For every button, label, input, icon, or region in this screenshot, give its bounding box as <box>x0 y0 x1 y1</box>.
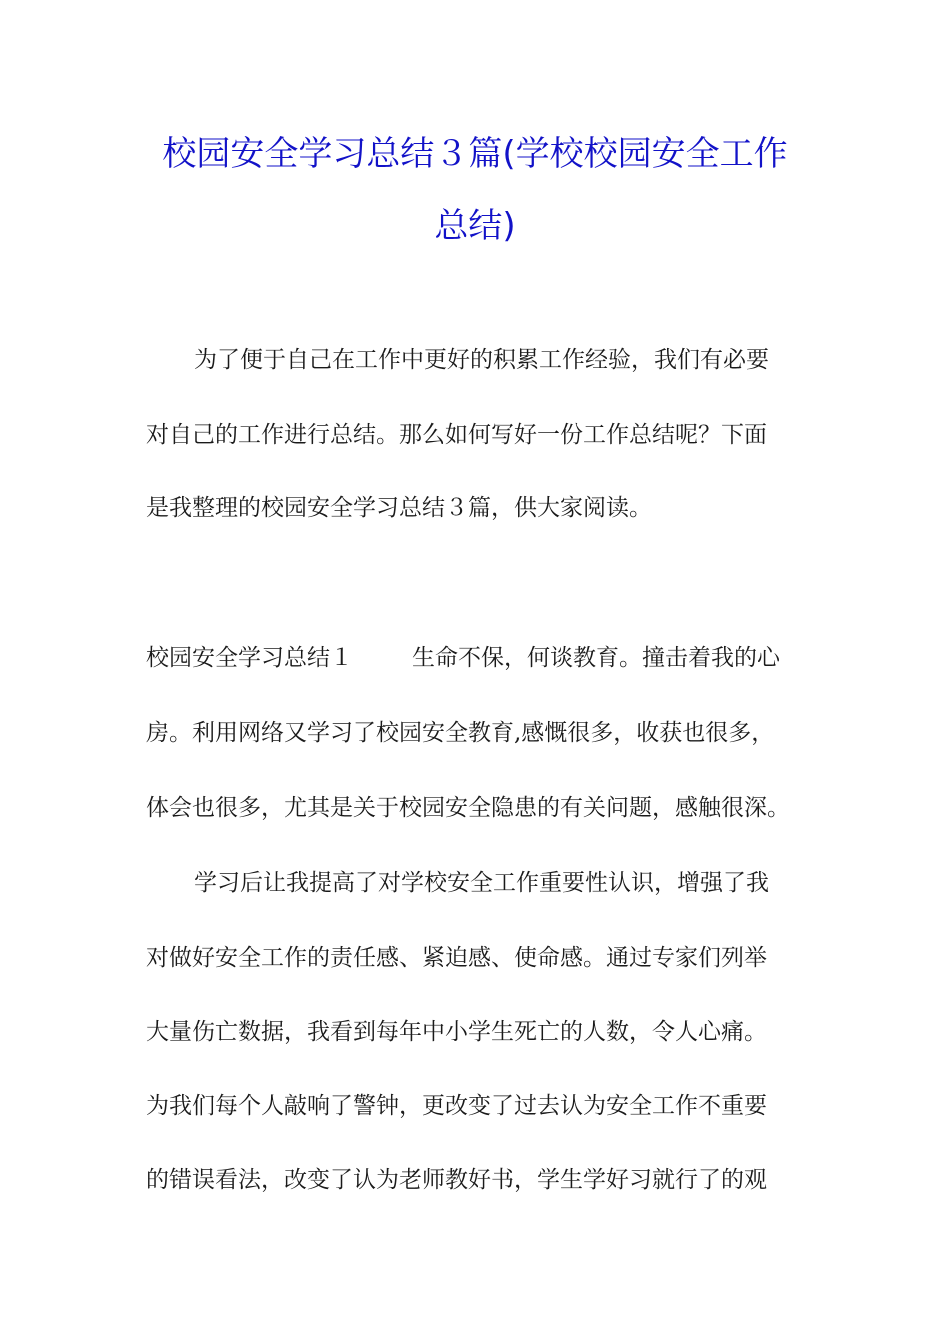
section-1-line-3: 体会也很多，尤其是关于校园安全隐患的有关问题，感触很深。 <box>146 795 790 821</box>
paragraph-2-line-5: 的错误看法，改变了认为老师教好书，学生学好习就行了的观 <box>146 1167 767 1193</box>
intro-line-1: 为了便于自己在工作中更好的积累工作经验，我们有必要 <box>194 347 769 373</box>
intro-line-2: 对自己的工作进行总结。那么如何写好一份工作总结呢？下面 <box>146 422 767 448</box>
document-title-line-1: 校园安全学习总结３篇(学校校园安全工作 <box>162 134 788 174</box>
section-1-line-1: 生命不保，何谈教育。撞击着我的心 <box>412 645 780 671</box>
intro-line-3: 是我整理的校园安全学习总结３篇，供大家阅读。 <box>146 495 652 521</box>
document-title-line-2: 总结) <box>434 206 516 246</box>
section-1-heading: 校园安全学习总结１ <box>146 645 353 671</box>
section-1-line-2: 房。利用网络又学习了校园安全教育,感慨很多，收获也很多， <box>146 720 775 746</box>
paragraph-2-line-2: 对做好安全工作的责任感、紧迫感、使命感。通过专家们列举 <box>146 945 767 971</box>
paragraph-2-line-3: 大量伤亡数据，我看到每年中小学生死亡的人数，令人心痛。 <box>146 1019 767 1045</box>
paragraph-2-line-1: 学习后让我提高了对学校安全工作重要性认识，增强了我 <box>194 870 769 896</box>
paragraph-2-line-4: 为我们每个人敲响了警钟，更改变了过去认为安全工作不重要 <box>146 1093 767 1119</box>
